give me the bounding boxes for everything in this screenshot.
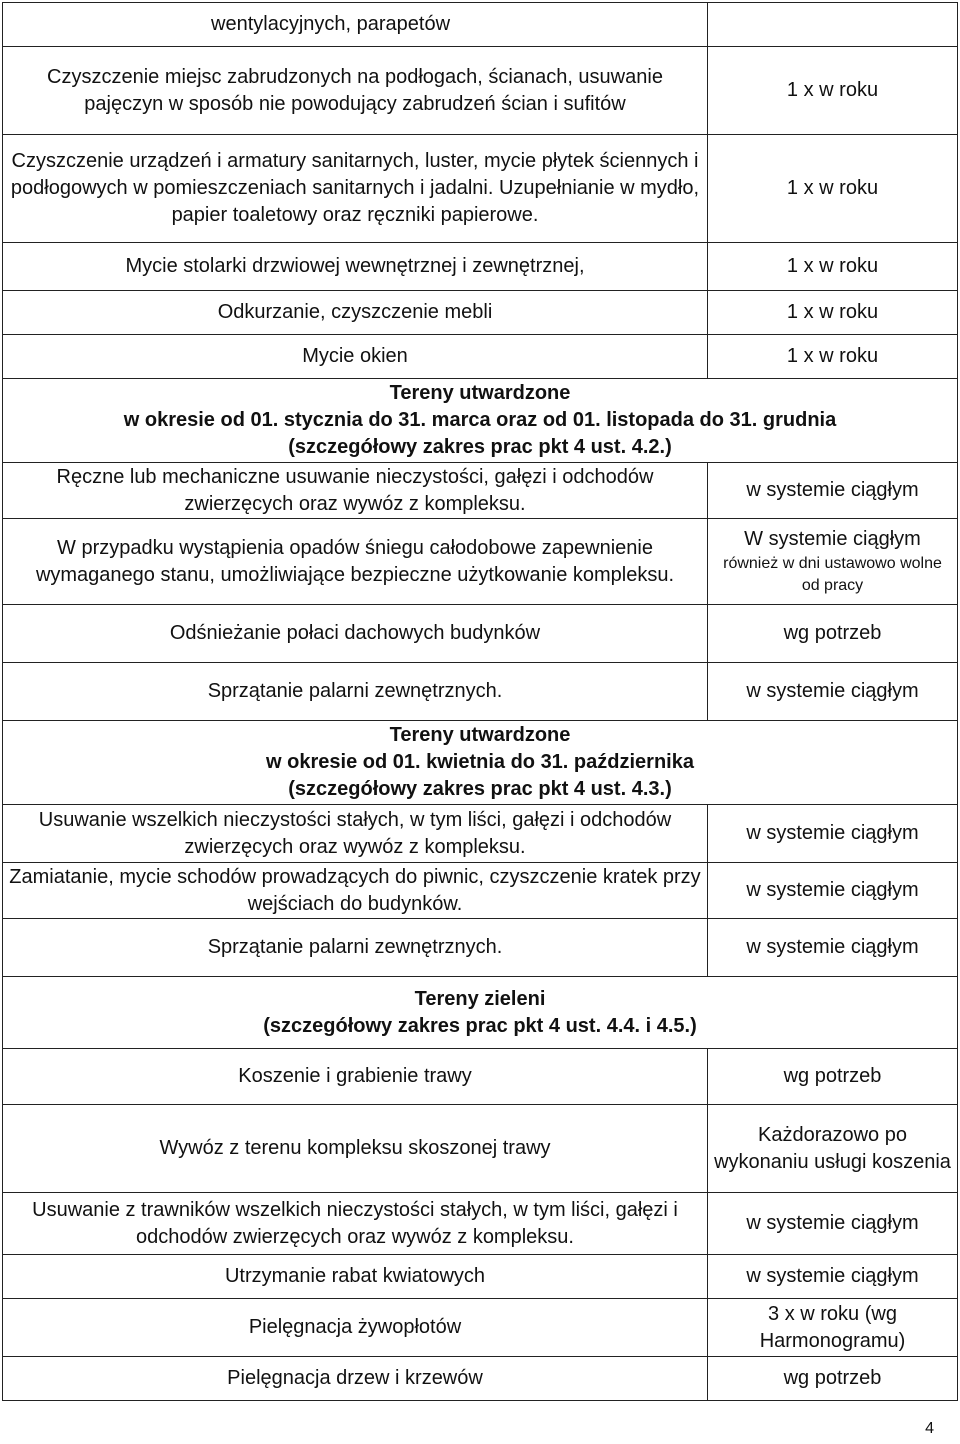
table-row — [3, 3, 958, 47]
task-cell: Odśnieżanie połaci dachowych budynków — [3, 605, 708, 663]
table-row — [3, 47, 958, 135]
section-period: w okresie od 01. stycznia do 31. marca oraz od 01. listopada do 31. grudnia — [123, 409, 837, 431]
section-header — [3, 721, 958, 805]
table-row — [3, 663, 958, 721]
section-heading — [3, 977, 958, 1049]
frequency-cell: Każdorazowo po wykonaniu usługi koszenia — [708, 1105, 958, 1193]
task-cell: Ręczne lub mechaniczne usuwanie nieczystości, gałęzi i odchodów zwierzęcych oraz wywóz z kompleksu. — [3, 463, 708, 519]
task-cell: Mycie stolarki drzwiowej wewnętrznej i zewnętrznej, — [3, 243, 708, 291]
frequency-cell: 1 x w roku — [708, 47, 958, 135]
schedule-table — [2, 2, 958, 1401]
table-row — [3, 605, 958, 663]
frequency-cell: w systemie ciągłym — [708, 1255, 958, 1299]
table-row — [3, 805, 958, 863]
frequency-cell: wg potrzeb — [708, 605, 958, 663]
page-number: 4 — [925, 1420, 934, 1437]
frequency-cell: wg potrzeb — [708, 1049, 958, 1105]
section-title: Tereny zieleni — [414, 987, 546, 1010]
frequency-cell: w systemie ciągłym — [708, 663, 958, 721]
table-row — [3, 463, 958, 519]
section-reference: (szczegółowy zakres prac pkt 4 ust. 4.2.) — [288, 436, 672, 458]
section-header — [3, 379, 958, 463]
frequency-cell: w systemie ciągłym — [708, 463, 958, 519]
task-cell: Pielęgnacja żywopłotów — [3, 1299, 708, 1357]
section-reference: (szczegółowy zakres prac pkt 4 ust. 4.4. i 4.5.) — [263, 1014, 697, 1037]
frequency-cell: 1 x w roku — [708, 243, 958, 291]
task-cell: wentylacyjnych, parapetów — [3, 3, 708, 47]
table-row — [3, 1193, 958, 1255]
task-cell: Pielęgnacja drzew i krzewów — [3, 1357, 708, 1401]
frequency-cell: 1 x w roku — [708, 291, 958, 335]
section-reference: (szczegółowy zakres prac pkt 4 ust. 4.3.) — [288, 778, 672, 800]
section-heading — [3, 721, 958, 805]
section-title: Tereny utwardzone — [389, 724, 571, 746]
task-cell: Odkurzanie, czyszczenie mebli — [3, 291, 708, 335]
table-row — [3, 519, 958, 605]
section-heading — [3, 379, 958, 463]
section-header — [3, 977, 958, 1049]
frequency-note: również w dni ustawowo wolne od pracy — [723, 555, 942, 594]
task-cell: Sprzątanie palarni zewnętrznych. — [3, 919, 708, 977]
table-row — [3, 919, 958, 977]
frequency-cell: 3 x w roku (wg Harmonogramu) — [708, 1299, 958, 1357]
task-cell: Czyszczenie urządzeń i armatury sanitarnych, luster, mycie płytek ściennych i podłogowych w pomieszczeniach sanitarnych i jadalni. Uzupełnianie w mydło, papier toaletowy oraz ręczniki papierowe. — [3, 135, 708, 243]
task-cell: Koszenie i grabienie trawy — [3, 1049, 708, 1105]
table-row — [3, 1299, 958, 1357]
task-cell: Usuwanie wszelkich nieczystości stałych, w tym liści, gałęzi i odchodów zwierzęcych oraz wywóz z kompleksu. — [3, 805, 708, 863]
table-row — [3, 335, 958, 379]
table-row — [3, 135, 958, 243]
frequency-cell: 1 x w roku — [708, 135, 958, 243]
section-period: w okresie od 01. kwietnia do 31. października — [266, 751, 694, 773]
table-row — [3, 1357, 958, 1401]
table-row — [3, 291, 958, 335]
frequency-cell: 1 x w roku — [708, 335, 958, 379]
task-cell: Mycie okien — [3, 335, 708, 379]
task-cell: Sprzątanie palarni zewnętrznych. — [3, 663, 708, 721]
frequency-cell — [708, 3, 958, 47]
section-title: Tereny utwardzone — [389, 382, 571, 404]
table-row — [3, 863, 958, 919]
table-row — [3, 243, 958, 291]
frequency-cell: w systemie ciągłym — [708, 805, 958, 863]
task-cell: Wywóz z terenu kompleksu skoszonej trawy — [3, 1105, 708, 1193]
frequency-cell: wg potrzeb — [708, 1357, 958, 1401]
task-cell: Usuwanie z trawników wszelkich nieczystości stałych, w tym liści, gałęzi i odchodów zwierzęcych oraz wywóz z kompleksu. — [3, 1193, 708, 1255]
task-cell: Czyszczenie miejsc zabrudzonych na podłogach, ścianach, usuwanie pajęczyn w sposób nie powodujący zabrudzeń ścian i sufitów — [3, 47, 708, 135]
table-row — [3, 1255, 958, 1299]
frequency-cell: w systemie ciągłym — [708, 1193, 958, 1255]
frequency-cell: w systemie ciągłym — [708, 919, 958, 977]
table-row — [3, 1049, 958, 1105]
frequency-cell — [708, 519, 958, 605]
task-cell: Utrzymanie rabat kwiatowych — [3, 1255, 708, 1299]
table-row — [3, 1105, 958, 1193]
frequency-cell: w systemie ciągłym — [708, 863, 958, 919]
task-cell: Zamiatanie, mycie schodów prowadzących do piwnic, czyszczenie kratek przy wejściach do budynków. — [3, 863, 708, 919]
frequency-main: W systemie ciągłym — [744, 528, 921, 550]
task-cell: W przypadku wystąpienia opadów śniegu całodobowe zapewnienie wymaganego stanu, umożliwiające bezpieczne użytkowanie kompleksu. — [3, 519, 708, 605]
